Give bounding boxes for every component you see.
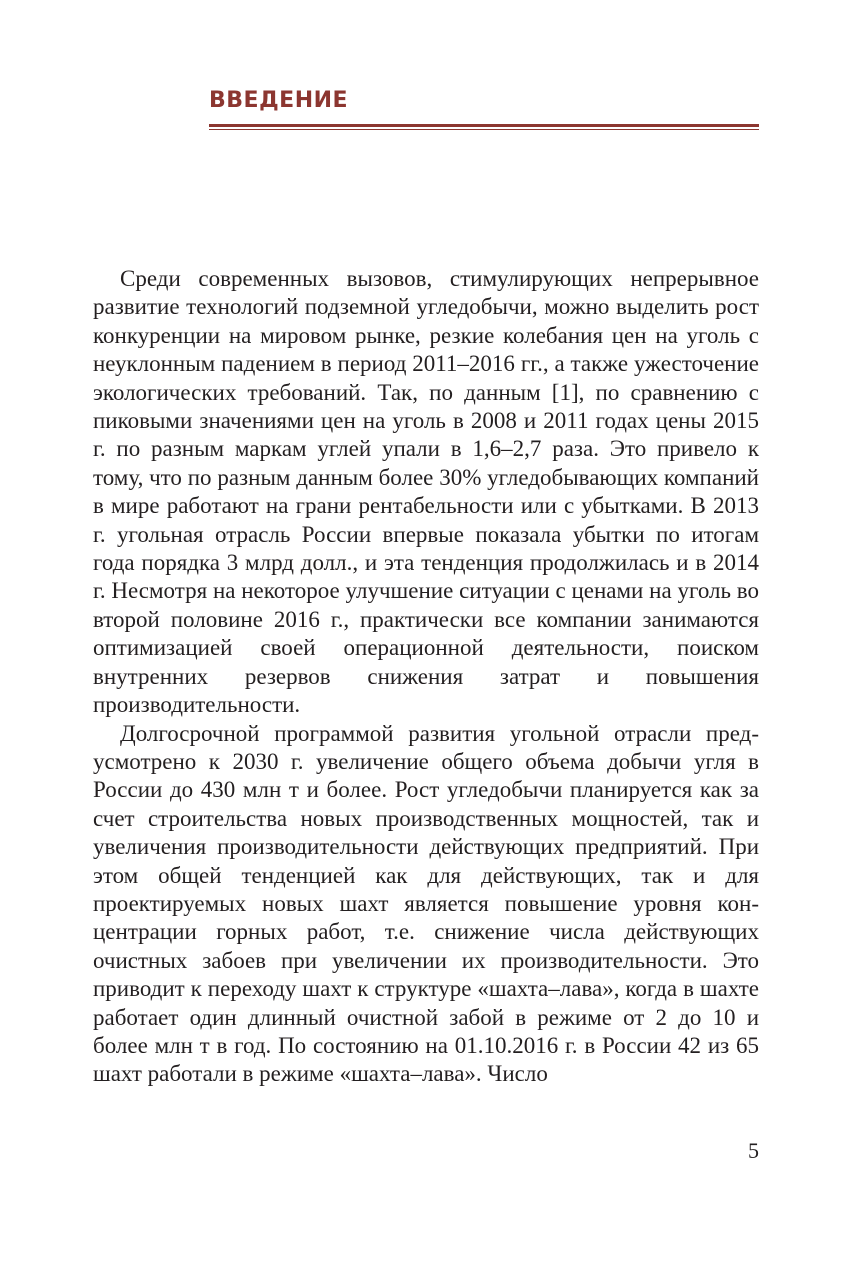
paragraph: Долгосрочной программой развития угольной отрасли предусмотрено к 2030 г. увеличение общего объема добычи угля в России до 430 млн т и более. Рост угледобычи планируется как за счет строительства новых производственных мощностей, так и увеличения производительности действующих предприятий. При этом общей тенденцией как для действующих, так и для проектируемых новых шахт является повышение уровня концентрации горных работ, т.е. снижение числа действующих очистных забоев при увеличении их производительности. Это приводит к переходу шахт к структуре «шахта–лава», когда в шахте работает один длинный очистной забой в режиме от 2 до 10 и более млн т в год. По состоянию на 01.10.2016 г. в России 42 из 65 шахт работали в режиме «шахта–лава». Число <box>93 720 759 1087</box>
paragraph: Среди современных вызовов, стимулирующих непрерывное развитие технологий подземной угледобычи, можно выделить рост конкуренции на мировом рынке, резкие колебания цен на уголь с неуклонным падением в период 2011–2016 гг., а также ужесточение экологических требований. Так, по данным [1], по сравнению с пиковыми значениями цен на уголь в 2008 и 2011 годах цены 2015 г. по разным маркам углей упали в 1,6–2,7 раза. Это привело к тому, что по разным данным более 30% угледобывающих компаний в мире работают на грани рентабельности или с убытками. В 2013 г. угольная отрасль России впервые показала убытки по итогам года порядка 3 млрд долл., и эта тенденция продолжилась и в 2014 г. Несмотря на некоторое улучшение ситуации с ценами на уголь во второй половине 2016 г., практически все компании занимаются оптимизацией своей операционной деятельности, поиском внутренних резервов снижения затрат и повышения производительности. <box>93 266 759 718</box>
chapter-heading <box>209 86 759 130</box>
title-underline <box>209 124 759 130</box>
title-underline-thin <box>209 129 759 130</box>
page-number: 5 <box>748 1138 759 1163</box>
chapter-title: ВВЕДЕНИЕ <box>209 88 349 113</box>
body-text <box>93 265 759 1089</box>
title-underline-thick <box>209 124 759 127</box>
